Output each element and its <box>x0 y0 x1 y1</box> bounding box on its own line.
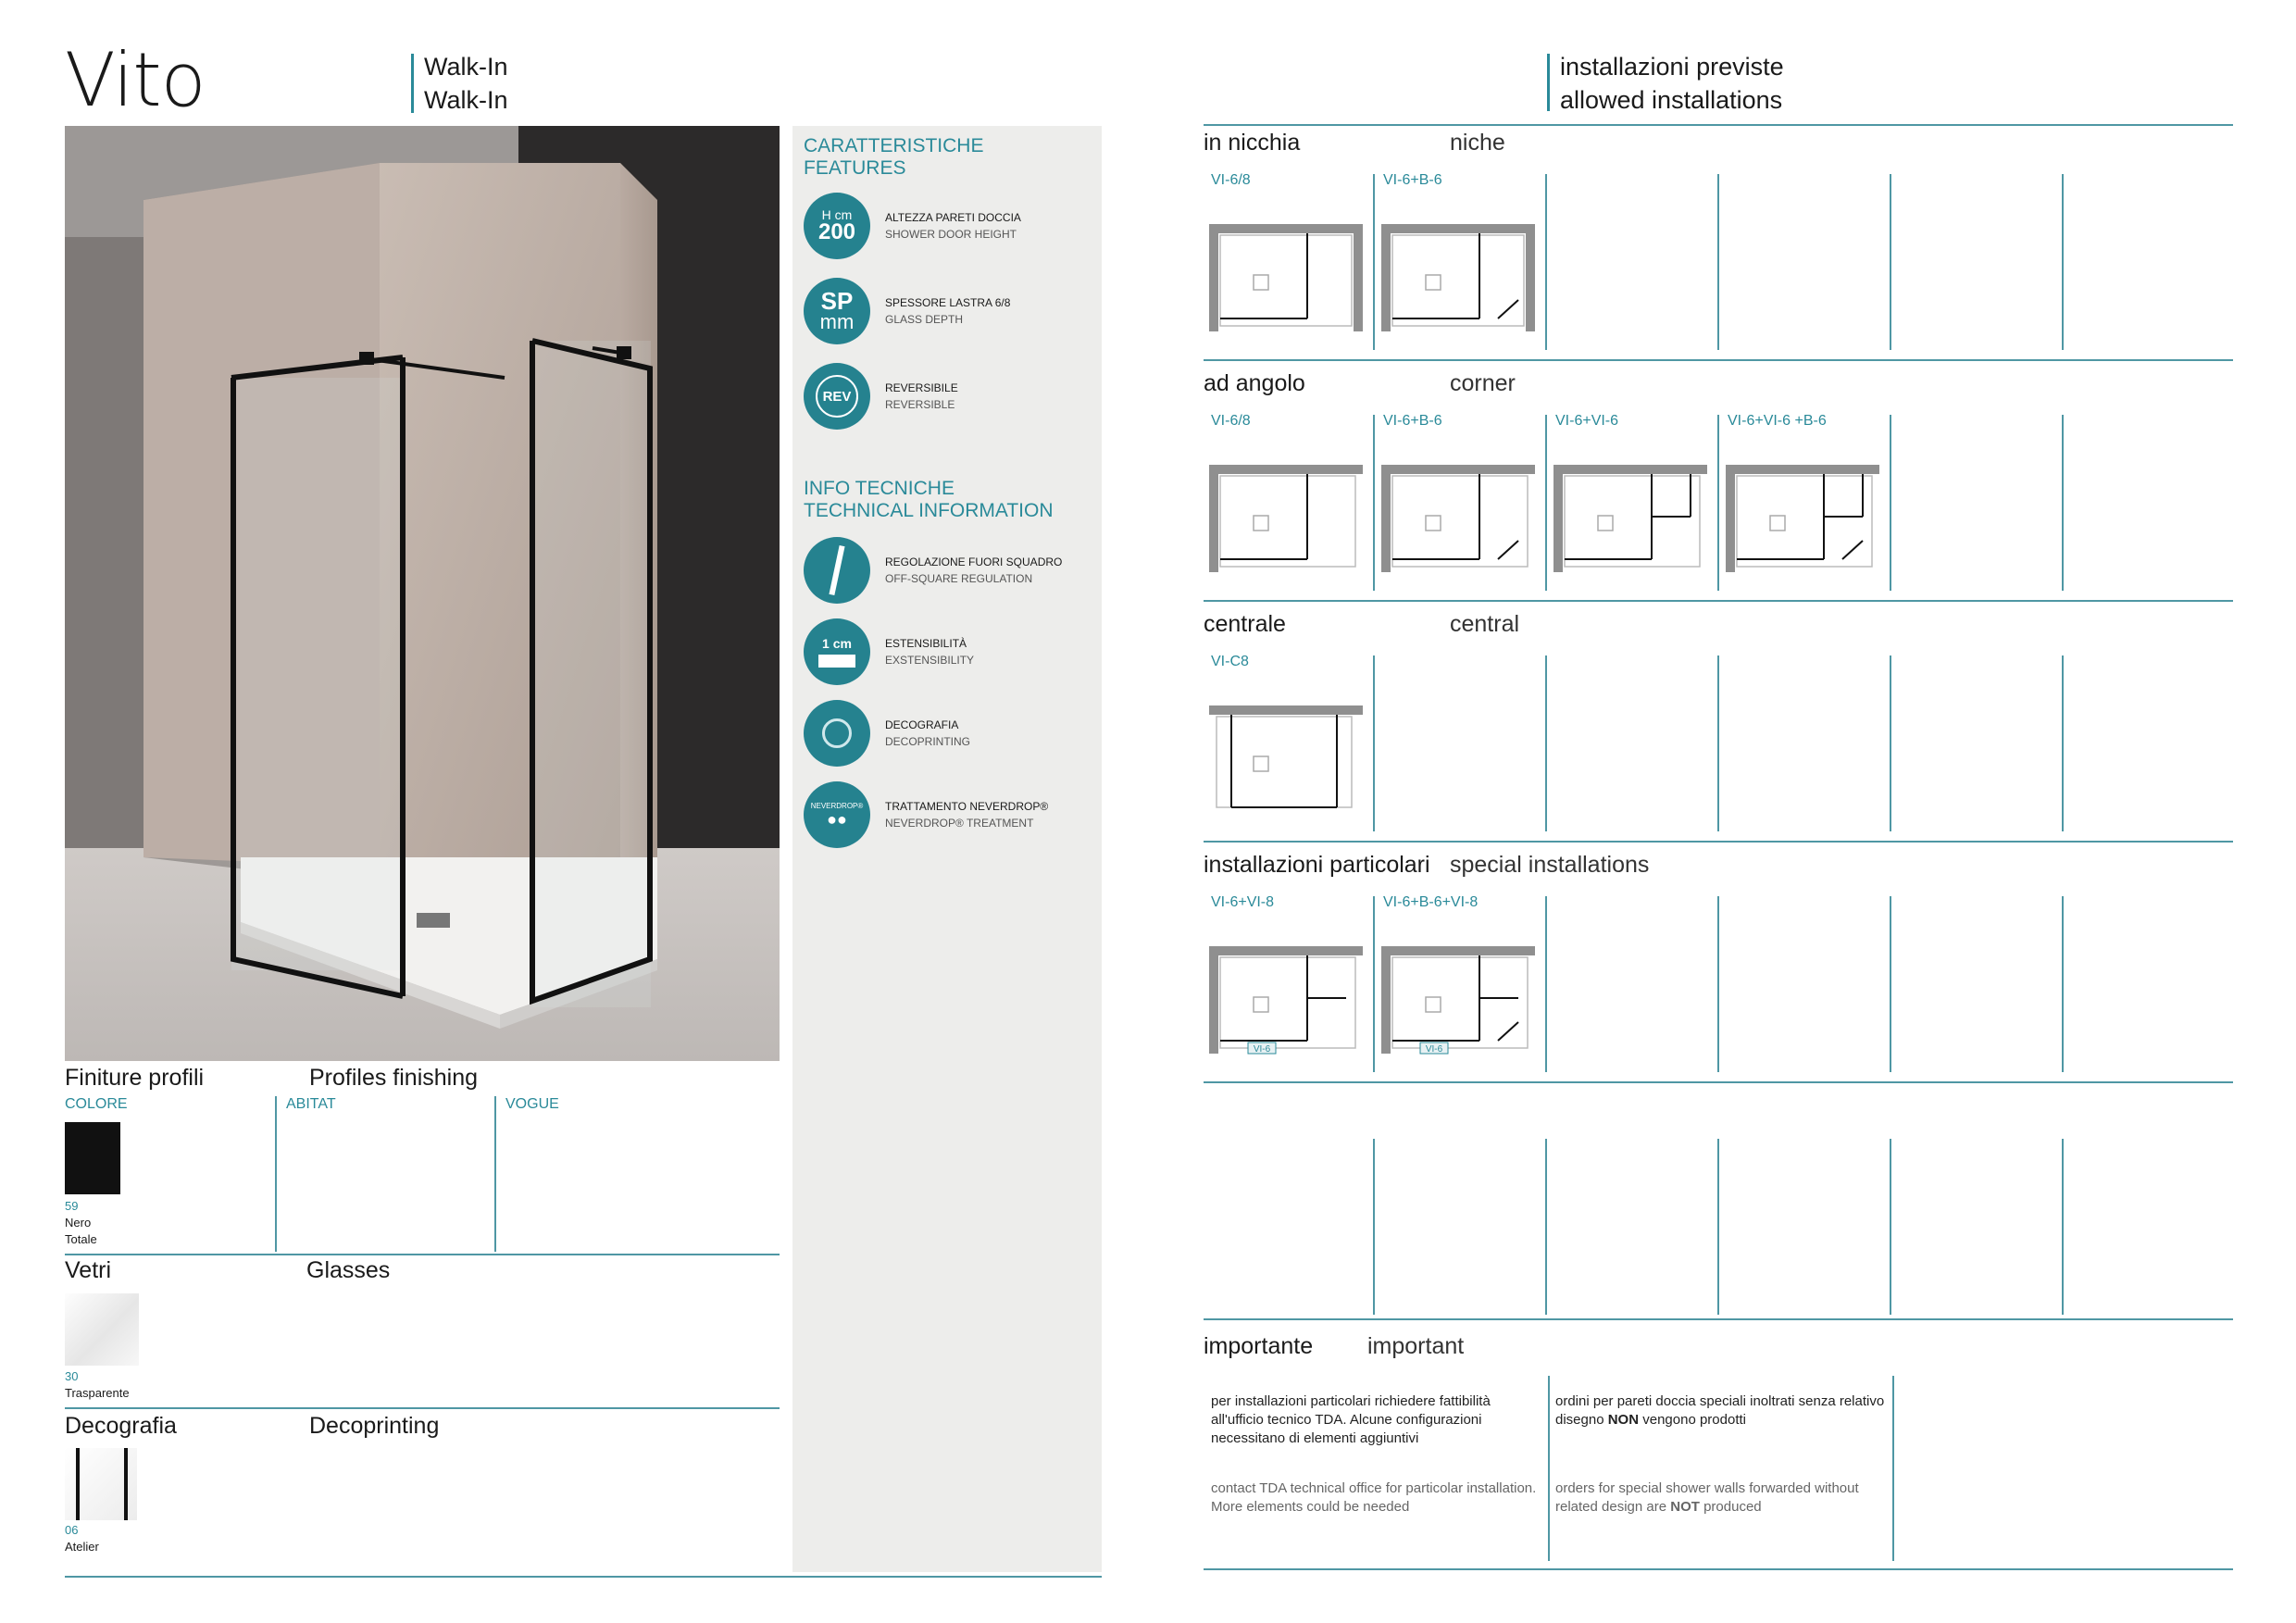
feature-reversible: REV REVERSIBILE REVERSIBLE <box>804 363 958 430</box>
important-divider-1 <box>1548 1376 1550 1561</box>
finishes-title-en: Profiles finishing <box>309 1065 479 1091</box>
install-row-divider <box>1204 1081 2233 1083</box>
install-row-divider <box>1204 600 2233 602</box>
finish-swatch-black[interactable] <box>65 1122 120 1194</box>
installation-plan-3-0[interactable] <box>1207 937 1365 1057</box>
install-col-divider-2 <box>1717 415 1719 591</box>
finishes-divider-1 <box>275 1096 277 1252</box>
plan-tag-label: VI-6 <box>1425 1044 1443 1055</box>
empty-col-divider-0 <box>1373 1139 1375 1315</box>
subtitle-it: Walk-In <box>424 53 508 81</box>
install-code: VI-6/8 <box>1211 413 1251 429</box>
install-code: VI-6+VI-6 <box>1555 413 1619 429</box>
installations-title-divider <box>1547 54 1550 111</box>
installation-plan-1-1[interactable] <box>1379 456 1537 576</box>
installation-plan-1-0[interactable] <box>1207 456 1365 576</box>
feature-glass-depth: SP mm SPESSORE LASTRA 6/8 GLASS DEPTH <box>804 278 1010 344</box>
install-col-divider-2 <box>1717 896 1719 1072</box>
install-row-label-it: in nicchia <box>1204 130 1301 156</box>
divider-bottom <box>1204 1568 2233 1570</box>
install-col-divider-4 <box>2062 896 2064 1072</box>
install-row-label-en: special installations <box>1450 852 1650 878</box>
important-divider-2 <box>1892 1376 1894 1561</box>
install-code: VI-6+B-6 <box>1383 172 1442 188</box>
install-code: VI-C8 <box>1211 654 1249 669</box>
subtitle <box>424 50 508 117</box>
subtitle-en: Walk-In <box>424 86 508 114</box>
installation-plan-0-0[interactable] <box>1207 215 1365 335</box>
important-title-en: important <box>1367 1333 1465 1359</box>
neverdrop-icon: NEVERDROP® ●● <box>804 781 870 848</box>
product-name: Vito <box>65 37 206 123</box>
divider-top <box>1204 124 2233 126</box>
feature-height: H cm 200 ALTEZZA PARETI DOCCIA SHOWER DOOR HEIGHT <box>804 193 1021 259</box>
installation-plan-1-3[interactable] <box>1724 456 1881 576</box>
divider-empty-block <box>1204 1318 2233 1320</box>
install-code: VI-6/8 <box>1211 172 1251 188</box>
install-row-label-it: centrale <box>1204 611 1286 637</box>
plan-tag-label: VI-6 <box>1253 1044 1271 1055</box>
tech-off-square: REGOLAZIONE FUORI SQUADRO OFF-SQUARE REGULATION <box>804 537 1062 604</box>
install-code: VI-6+VI-8 <box>1211 894 1275 910</box>
important-note-2-it: ordini per pareti doccia speciali inoltrati senza relativo disegno NON vengono prodotti <box>1555 1393 1885 1428</box>
divider-finishes <box>65 1254 780 1255</box>
extensibility-icon: 1 cm <box>804 618 870 685</box>
features-sidebar <box>792 126 1102 1572</box>
install-code: VI-6+B-6 <box>1383 413 1442 429</box>
decoprinting-title-it: Decografia <box>65 1413 177 1439</box>
glasses-title-it: Vetri <box>65 1257 112 1283</box>
height-200-icon: H cm 200 <box>804 193 870 259</box>
finishes-title-it: Finiture profili <box>65 1065 205 1091</box>
tech-heading: INFO TECNICHE TECHNICAL INFORMATION <box>804 478 1054 521</box>
install-row-divider <box>1204 359 2233 361</box>
install-col-divider-3 <box>1890 896 1891 1072</box>
install-code: VI-6+B-6+VI-8 <box>1383 894 1479 910</box>
install-col-divider-3 <box>1890 174 1891 350</box>
install-col-divider-1 <box>1545 655 1547 831</box>
install-col-divider-0 <box>1373 174 1375 350</box>
install-row-label-it: installazioni particolari <box>1204 852 1430 878</box>
deco-swatch-atelier[interactable] <box>65 1448 137 1520</box>
install-row-label-en: niche <box>1450 130 1505 156</box>
installation-plan-1-2[interactable] <box>1552 456 1709 576</box>
empty-col-divider-2 <box>1717 1139 1719 1315</box>
install-col-divider-3 <box>1890 415 1891 591</box>
install-col-divider-1 <box>1545 896 1547 1072</box>
finishes-col-vogue: VOGUE <box>505 1096 559 1112</box>
finish-swatch-caption: 59 Nero Totale <box>65 1199 97 1246</box>
tech-neverdrop: NEVERDROP® ●● TRATTAMENTO NEVERDROP® NEVERDROP® TREATMENT <box>804 781 1048 848</box>
important-note-1-en: contact TDA technical office for particolar installation. More elements could be needed <box>1211 1480 1537 1515</box>
divider-glasses <box>65 1407 780 1409</box>
decoprinting-title-en: Decoprinting <box>309 1413 440 1439</box>
off-square-regulation-icon <box>804 537 870 604</box>
important-title-it: importante <box>1204 1333 1314 1359</box>
glass-swatch-caption: 30 Trasparente <box>65 1369 130 1400</box>
installations-title: installazioni previste allowed installations <box>1560 53 1784 114</box>
tech-decoprinting: DECOGRAFIA DECOPRINTING <box>804 700 970 767</box>
install-col-divider-4 <box>2062 174 2064 350</box>
install-row-divider <box>1204 841 2233 843</box>
install-row-label-en: central <box>1450 611 1520 637</box>
installation-plan-3-1[interactable] <box>1379 937 1537 1057</box>
reversible-icon: REV <box>804 363 870 430</box>
finishes-col-abitat: ABITAT <box>286 1096 336 1112</box>
empty-col-divider-1 <box>1545 1139 1547 1315</box>
subtitle-divider <box>411 54 414 113</box>
install-row-label-it: ad angolo <box>1204 370 1305 396</box>
empty-col-divider-3 <box>1890 1139 1891 1315</box>
install-col-divider-0 <box>1373 655 1375 831</box>
install-col-divider-0 <box>1373 896 1375 1072</box>
empty-col-divider-4 <box>2062 1139 2064 1315</box>
install-col-divider-1 <box>1545 174 1547 350</box>
finishes-divider-2 <box>494 1096 496 1252</box>
finishes-col-colore: COLORE <box>65 1096 128 1112</box>
installation-plan-0-1[interactable] <box>1379 215 1537 335</box>
install-row-label-en: corner <box>1450 370 1516 396</box>
install-col-divider-2 <box>1717 655 1719 831</box>
install-col-divider-0 <box>1373 415 1375 591</box>
glasses-title-en: Glasses <box>306 1257 391 1283</box>
install-col-divider-3 <box>1890 655 1891 831</box>
install-col-divider-4 <box>2062 415 2064 591</box>
decoprinting-icon <box>804 700 870 767</box>
glass-thickness-icon: SP mm <box>804 278 870 344</box>
deco-swatch-caption: 06 Atelier <box>65 1523 99 1554</box>
shower-illustration <box>65 126 780 1061</box>
features-heading: CARATTERISTICHE FEATURES <box>804 135 984 179</box>
install-col-divider-2 <box>1717 174 1719 350</box>
divider-left-bottom <box>65 1576 1102 1578</box>
install-col-divider-4 <box>2062 655 2064 831</box>
important-note-1-it: per installazioni particolari richiedere fattibilità all'ufficio tecnico TDA. Alcune configurazioni necessitano di elementi aggiuntivi <box>1211 1393 1491 1446</box>
important-note-2-en: orders for special shower walls forwarded without related design are NOT produced <box>1555 1480 1859 1515</box>
installation-plan-2-0[interactable] <box>1207 696 1365 817</box>
product-photo <box>65 126 780 1061</box>
tech-extensibility: 1 cm ESTENSIBILITÀ EXSTENSIBILITY <box>804 618 974 685</box>
install-col-divider-1 <box>1545 415 1547 591</box>
install-code: VI-6+VI-6 +B-6 <box>1728 413 1827 429</box>
glass-swatch-transparent[interactable] <box>65 1293 139 1366</box>
